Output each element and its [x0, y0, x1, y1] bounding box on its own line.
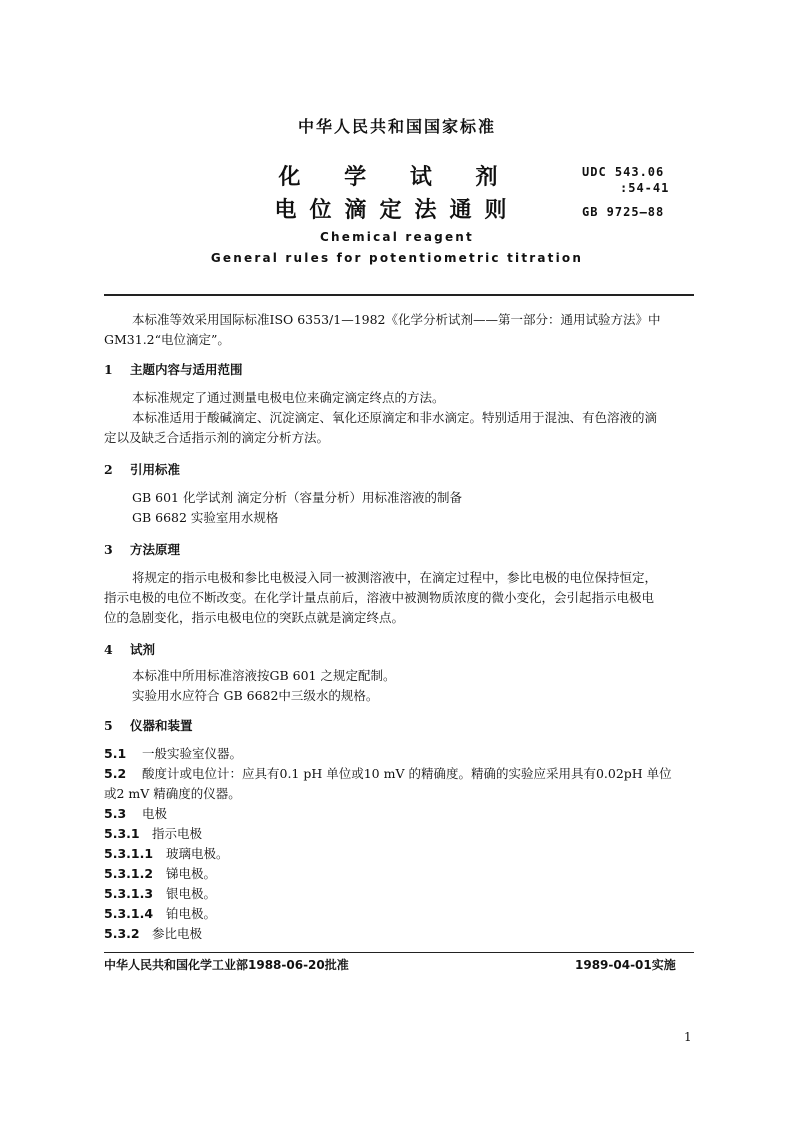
section-4-heading: [104, 640, 155, 658]
section-title: 仪器和装置: [130, 718, 193, 733]
intro-line1: 本标准等效采用国际标准ISO 6353/1—1982《化学分析试剂——第一部分：通用试验方法》中: [132, 312, 661, 327]
intro-line2: GM31.2“电位滴定”。: [104, 332, 230, 347]
clause-number: 5.3: [104, 806, 127, 821]
clause-text: 酸度计或电位计：应具有0.1 pH 单位或10 mV 的精确度。精确的实验应采用具有0.02pH 单位: [142, 766, 672, 781]
clause-number: 5.3.1.2: [104, 866, 154, 881]
section-3-line1: 将规定的指示电极和参比电极浸入同一被测溶液中，在滴定过程中，参比电极的电位保持恒定，: [132, 570, 658, 585]
section-3-line2: 指示电极的电位不断改变。在化学计量点前后，溶液中被测物质浓度的微小变化，会引起指示电极电: [104, 590, 655, 605]
english-title-line1: Chemical reagent: [320, 230, 474, 244]
document-title-line1: 化 学 试 剂: [278, 164, 516, 190]
reference-gb6682: GB 6682 实验室用水规格: [132, 510, 279, 525]
clause-5-2-continuation: 或2 mV 精确度的仪器。: [104, 786, 241, 801]
clause-text: 银电极。: [166, 886, 217, 901]
section-3-heading: [104, 540, 180, 558]
english-title-line2: General rules for potentiometric titration: [210, 251, 584, 265]
clause-number: 5.3.1: [104, 826, 140, 841]
section-5-heading: [104, 716, 193, 734]
clause-text: 一般实验室仪器。: [142, 746, 243, 761]
section-number: 4: [104, 642, 113, 657]
section-title: 方法原理: [130, 542, 181, 557]
clause-number: 5.3.1.3: [104, 886, 154, 901]
clause-text: 铂电极。: [166, 906, 217, 921]
section-number: 2: [104, 462, 113, 477]
section-4-line1: 本标准中所用标准溶液按GB 601 之规定配制。: [132, 668, 396, 683]
section-number: 3: [104, 542, 113, 557]
clause-5-3-1-4: [104, 904, 216, 924]
clause-5-3: [104, 804, 167, 824]
section-1-paragraph-2-line1: 本标准适用于酸碱滴定、沉淀滴定、氧化还原滴定和非水滴定。特别适用于混浊、有色溶液的滴: [132, 410, 658, 425]
gb-standard-number: GB 9725—88: [582, 205, 665, 219]
page-number: 1: [684, 1030, 692, 1044]
reference-gb601: GB 601 化学试剂 滴定分析（容量分析）用标准溶液的制备: [132, 490, 462, 505]
section-title: 试剂: [130, 642, 156, 657]
clause-number: 5.2: [104, 766, 127, 781]
clause-5-3-2: [104, 924, 202, 944]
clause-5-3-1-1: [104, 844, 229, 864]
clause-5-1: [104, 744, 242, 764]
section-number: 1: [104, 362, 113, 377]
national-standard-label: 中华人民共和国国家标准: [297, 117, 496, 136]
section-title: 主题内容与适用范围: [130, 362, 243, 377]
clause-number: 5.3.1.4: [104, 906, 154, 921]
udc-code: UDC 543.06: [582, 165, 665, 179]
section-1-paragraph-1: 本标准规定了通过测量电极电位来确定滴定终点的方法。: [132, 390, 445, 405]
document-title-line2: 电位滴定法通则: [274, 197, 520, 223]
clause-number: 5.1: [104, 746, 127, 761]
section-4-line2: 实验用水应符合 GB 6682中三级水的规格。: [132, 688, 379, 703]
clause-text: 锑电极。: [166, 866, 217, 881]
clause-5-2: [104, 764, 672, 784]
section-1-paragraph-2-line2: 定以及缺乏合适指示剂的滴定分析方法。: [104, 430, 330, 445]
clause-5-3-1: [104, 824, 202, 844]
clause-text: 电极: [142, 806, 168, 821]
section-number: 5: [104, 718, 113, 733]
approval-statement: 中华人民共和国化学工业部1988-06-20批准: [104, 958, 349, 972]
clause-number: 5.3.1.1: [104, 846, 154, 861]
clause-text: 指示电极: [152, 826, 203, 841]
clause-5-3-1-2: [104, 864, 216, 884]
clause-text: 参比电极: [152, 926, 203, 941]
clause-text: 玻璃电极。: [166, 846, 229, 861]
section-2-heading: [104, 460, 180, 478]
header-divider: [104, 294, 694, 296]
section-3-line3: 位的急剧变化，指示电极电位的突跃点就是滴定终点。: [104, 610, 405, 625]
clause-5-3-1-3: [104, 884, 216, 904]
section-1-heading: [104, 360, 243, 378]
implementation-date: 1989-04-01实施: [575, 958, 676, 972]
clause-number: 5.3.2: [104, 926, 140, 941]
footer-divider: [104, 952, 694, 953]
udc-code-continuation: :54-41: [620, 181, 670, 195]
section-title: 引用标准: [130, 462, 181, 477]
